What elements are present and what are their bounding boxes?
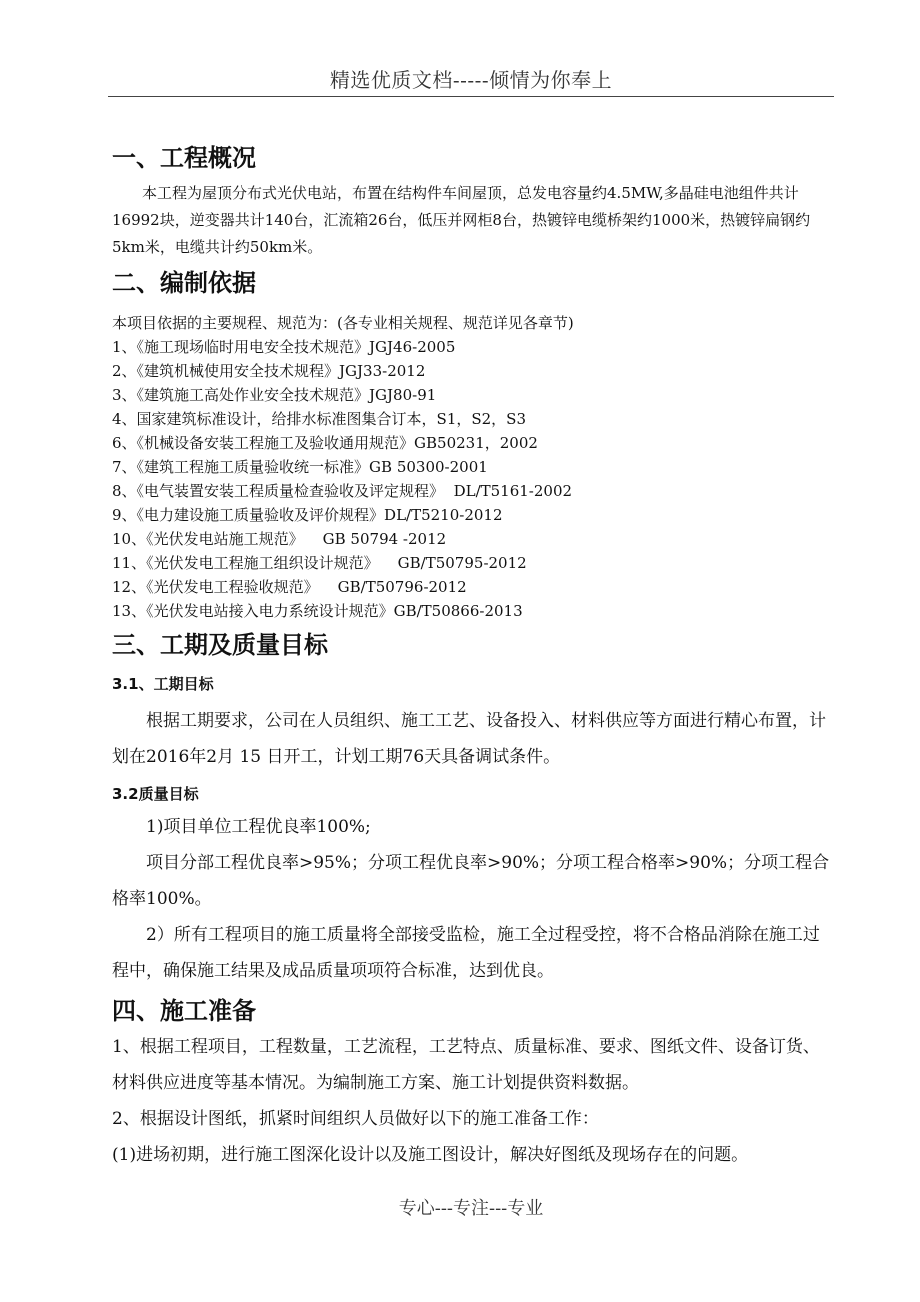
section-4-para-1: 1、根据工程项目，工程数量，工艺流程，工艺特点、质量标准、要求、图纸文件、设备订货、材料供应进度等基本情况。为编制施工方案、施工计划提供资料数据。 xyxy=(112,1037,820,1093)
subsection-3-1-body: 根据工期要求，公司在人员组织、施工工艺、设备投入、材料供应等方面进行精心布置，计划在2016年2月 15 日开工，计划工期76天具备调试条件。 xyxy=(112,711,826,767)
header-divider xyxy=(108,96,834,97)
list-item: 9、《电力建设施工质量验收及评价规程》DL/T5210-2012 xyxy=(112,506,503,524)
list-item: 1、《施工现场临时用电安全技术规范》JGJ46-2005 xyxy=(112,338,456,356)
section-1-body: 本工程为屋顶分布式光伏电站，布置在结构件车间屋顶，总发电容量约4.5MW,多晶硅电池组件共计16992块，逆变器共计140台，汇流箱26台，低压并网柜8台，热镀锌电缆桥架约1000米，热镀锌扁钢约5km米，电缆共计约50km米。 xyxy=(112,184,811,256)
list-item: 3、《建筑施工高处作业安全技术规范》JGJ80-91 xyxy=(112,386,437,404)
section-2-title: 二、编制依据 xyxy=(112,269,256,297)
section-2-intro: 本项目依据的主要规程、规范为：(各专业相关规程、规范详见各章节) xyxy=(112,314,574,332)
subsection-3-1-title: 3.1、工期目标 xyxy=(112,675,214,693)
section-4-title: 四、施工准备 xyxy=(112,997,256,1025)
list-item: 6、《机械设备安装工程施工及验收通用规范》GB50231，2002 xyxy=(112,434,538,452)
quality-goal-3: 2）所有工程项目的施工质量将全部接受监检，施工全过程受控，将不合格品消除在施工过程中，确保施工结果及成品质量项项符合标准，达到优良。 xyxy=(112,925,820,981)
document-body xyxy=(112,140,834,1173)
list-item: 13、《光伏发电站接入电力系统设计规范》GB/T50866-2013 xyxy=(112,602,523,620)
list-item: 4、国家建筑标准设计，给排水标准图集合订本，S1，S2，S3 xyxy=(112,410,527,428)
section-4-para-3: (1)进场初期，进行施工图深化设计以及施工图设计，解决好图纸及现场存在的问题。 xyxy=(112,1145,749,1165)
standards-list xyxy=(112,335,834,623)
page-footer: 专心---专注---专业 xyxy=(398,1198,544,1219)
page-header: 精选优质文档-----倾情为你奉上 xyxy=(329,68,613,92)
list-item: 7、《建筑工程施工质量验收统一标准》GB 50300-2001 xyxy=(112,458,488,476)
list-item: 12、《光伏发电工程验收规范》 GB/T50796-2012 xyxy=(112,578,467,596)
section-4-para-2: 2、根据设计图纸，抓紧时间组织人员做好以下的施工准备工作： xyxy=(112,1109,599,1129)
list-item: 10、《光伏发电站施工规范》 GB 50794 -2012 xyxy=(112,530,447,548)
section-3-title: 三、工期及质量目标 xyxy=(112,631,328,659)
list-item: 11、《光伏发电工程施工组织设计规范》 GB/T50795-2012 xyxy=(112,554,527,572)
section-1-title: 一、工程概况 xyxy=(112,144,256,172)
list-item: 8、《电气装置安装工程质量检查验收及评定规程》 DL/T5161-2002 xyxy=(112,482,573,500)
subsection-3-2-title: 3.2质量目标 xyxy=(112,785,199,803)
quality-goal-2: 项目分部工程优良率>95%；分项工程优良率>90%；分项工程合格率>90%；分项工程合格率100%。 xyxy=(112,853,830,909)
list-item: 2、《建筑机械使用安全技术规程》JGJ33-2012 xyxy=(112,362,426,380)
quality-goal-1: 1)项目单位工程优良率100%; xyxy=(146,817,371,837)
